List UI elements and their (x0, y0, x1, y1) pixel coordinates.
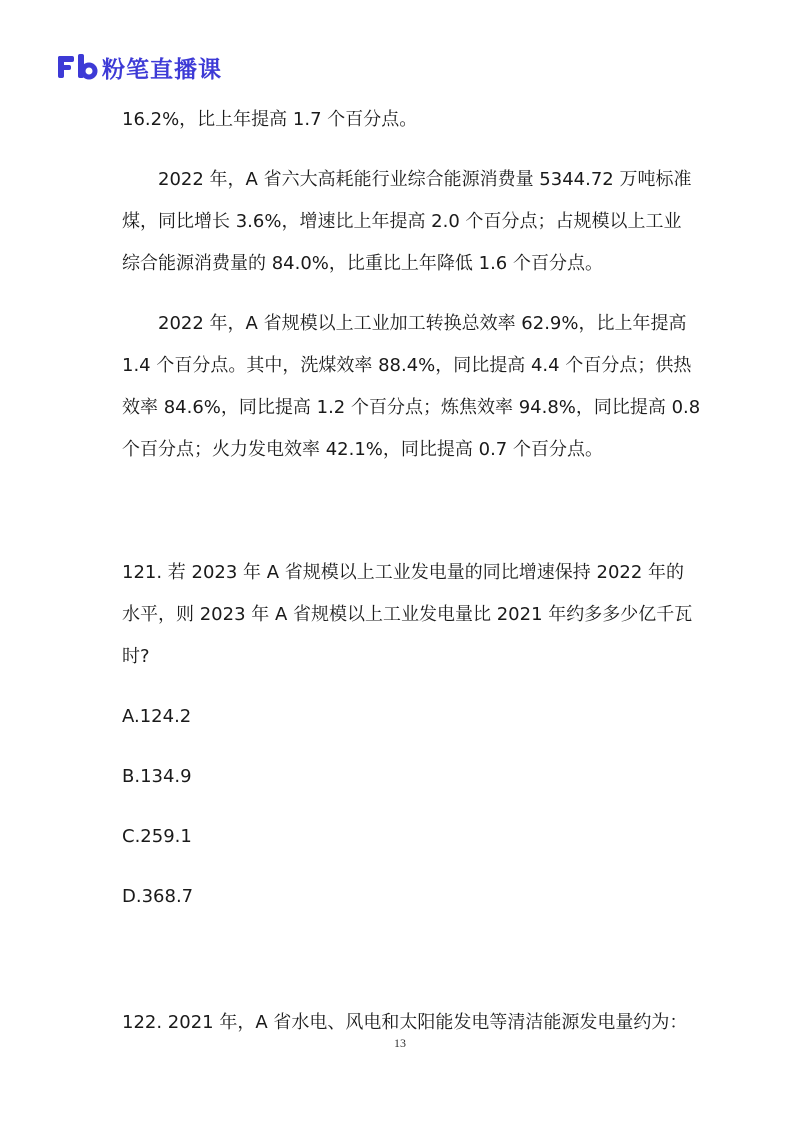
page-number: 13 (394, 1036, 406, 1050)
option-d: D.368.7 (122, 886, 194, 907)
question-121-stem: 水平，则 2023 年 A 省规模以上工业发电量比 2021 年约多多少亿千瓦 (122, 604, 693, 625)
passage-line: 个百分点；火力发电效率 42.1%，同比提高 0.7 个百分点。 (122, 439, 603, 460)
option-c: C.259.1 (122, 826, 192, 847)
question-121-stem: 121. 若 2023 年 A 省规模以上工业发电量的同比增速保持 2022 年的 (122, 562, 685, 583)
passage-line: 16.2%，比上年提高 1.7 个百分点。 (122, 109, 418, 130)
fb-logo-icon (58, 54, 98, 80)
brand-logo (58, 52, 222, 82)
brand-name: 粉笔直播课 (102, 56, 222, 83)
question-121-stem: 时? (122, 646, 150, 667)
passage-line: 1.4 个百分点。其中，洗煤效率 88.4%，同比提高 4.4 个百分点；供热 (122, 355, 692, 376)
passage-line: 2022 年，A 省规模以上工业加工转换总效率 62.9%，比上年提高 (158, 313, 687, 334)
passage-line: 2022 年，A 省六大高耗能行业综合能源消费量 5344.72 万吨标准 (158, 169, 692, 190)
question-122-stem: 122. 2021 年，A 省水电、风电和太阳能发电等清洁能源发电量约为： (122, 1012, 688, 1033)
passage-line: 效率 84.6%，同比提高 1.2 个百分点；炼焦效率 94.8%，同比提高 0.8 (122, 397, 701, 418)
option-b: B.134.9 (122, 766, 192, 787)
passage-line: 煤，同比增长 3.6%，增速比上年提高 2.0 个百分点；占规模以上工业 (122, 211, 682, 232)
passage-line: 综合能源消费量的 84.0%，比重比上年降低 1.6 个百分点。 (122, 253, 603, 274)
option-a: A.124.2 (122, 706, 192, 727)
